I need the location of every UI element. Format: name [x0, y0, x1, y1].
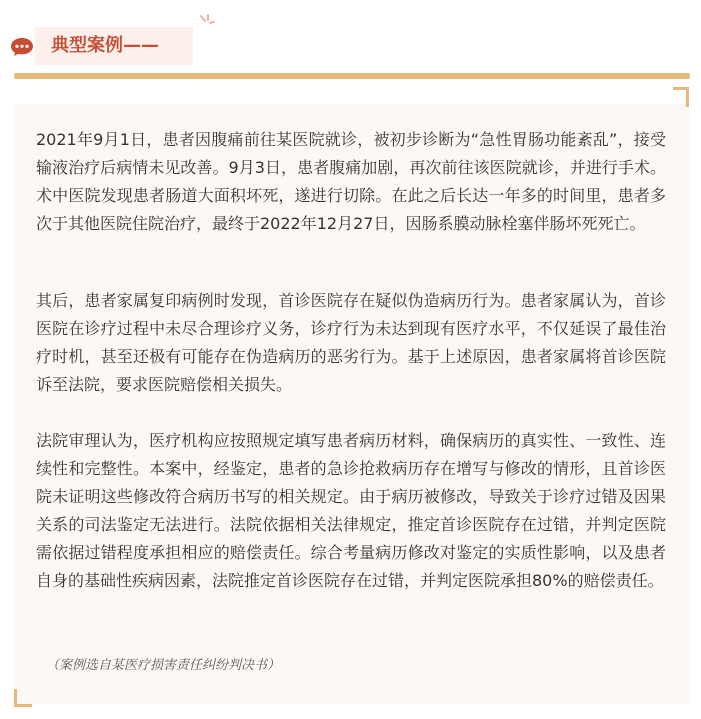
speech-bubble-icon [10, 37, 34, 57]
header-divider [14, 73, 690, 79]
case-paragraph-court-ruling: 法院审理认为，医疗机构应按照规定填写患者病历材料，确保病历的真实性、一致性、连续性和完整性。本案中，经鉴定，患者的急诊抢救病历存在增写与修改的情形，且首诊医院未证明这些修改符合病历书写的相关规定。由于病历被修改，导致关于诊疗过错及因果关系的司法鉴定无法进行。法院依据相关法律规定，推定首诊医院存在过错，并判定医院需依据过错程度承担相应的赔偿责任。综合考量病历修改对鉴定的实质性影响，以及患者自身的基础性疾病因素，法院推定首诊医院存在过错，并判定医院承担80%的赔偿责任。 [36, 431, 666, 590]
card-corner-decoration-top-right [673, 87, 689, 107]
card-corner-decoration-bottom-left [14, 689, 32, 707]
case-source-note: （案例选自某医疗损害责任纠纷判决书） [46, 658, 281, 673]
case-paragraph-family-claim: 其后，患者家属复印病例时发现，首诊医院存在疑似伪造病历行为。患者家属认为，首诊医院在诊疗过程中未尽合理诊疗义务，诊疗行为未达到现有医疗水平，不仅延误了最佳治疗时机，甚至还极有可能存在伪造病历的恶劣行为。基于上述原因，患者家属将首诊医院诉至法院，要求医院赔偿相关损失。 [36, 291, 666, 394]
section-title: 典型案例—— [51, 35, 159, 56]
sparkle-icon [198, 14, 216, 32]
case-paragraph-background: 2021年9月1日，患者因腹痛前往某医院就诊，被初步诊断为“急性胃肠功能紊乱”，接受输液治疗后病情未见改善。9月3日，患者腹痛加剧，再次前往该医院就诊，并进行手术。术中医院发现患者肠道大面积坏死，遂进行切除。在此之后长达一年多的时间里，患者多次于其他医院住院治疗，最终于2022年12月27日，因肠系膜动脉栓塞伴肠坏死死亡。 [36, 130, 666, 233]
